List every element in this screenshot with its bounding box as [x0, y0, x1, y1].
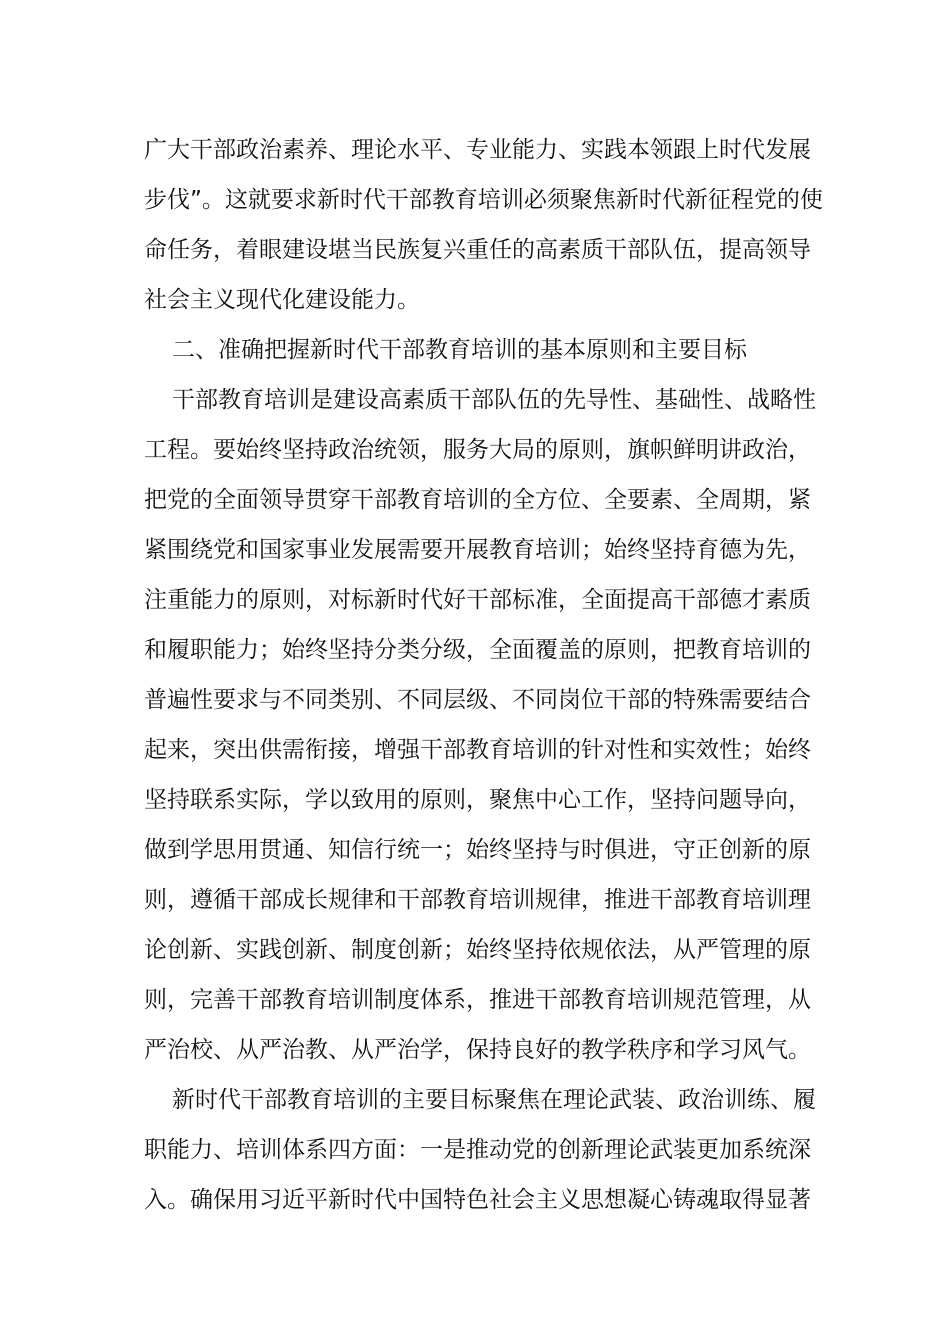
body-text-line: 严治校、从严治教、从严治学，保持良好的教学秩序和学习风气。 — [144, 1037, 811, 1063]
body-text-line: 步伐”。这就要求新时代干部教育培训必须聚焦新时代新征程党的使 — [144, 187, 823, 213]
body-text-line: 广大干部政治素养、理论水平、专业能力、实践本领跟上时代发展 — [144, 137, 811, 163]
body-text-line: 社会主义现代化建设能力。 — [144, 287, 420, 313]
body-text-line: 紧围绕党和国家事业发展需要开展教育培训；始终坚持育德为先， — [144, 537, 811, 563]
body-text-line: 则，完善干部教育培训制度体系，推进干部教育培训规范管理，从 — [144, 987, 811, 1013]
body-text-line: 入。确保用习近平新时代中国特色社会主义思想凝心铸魂取得显著 — [144, 1187, 811, 1213]
body-text-line: 起来，突出供需衔接，增强干部教育培训的针对性和实效性；始终 — [144, 737, 811, 763]
body-text-line: 普遍性要求与不同类别、不同层级、不同岗位干部的特殊需要结合 — [144, 687, 811, 713]
body-text-line: 干部教育培训是建设高素质干部队伍的先导性、基础性、战略性 — [172, 387, 816, 413]
body-text-line: 做到学思用贯通、知信行统一；始终坚持与时俱进，守正创新的原 — [144, 837, 811, 863]
body-text-line: 工程。要始终坚持政治统领，服务大局的原则，旗帜鲜明讲政治， — [144, 437, 811, 463]
body-text-line: 把党的全面领导贯穿干部教育培训的全方位、全要素、全周期，紧 — [144, 487, 811, 513]
body-text-line: 则，遵循干部成长规律和干部教育培训规律，推进干部教育培训理 — [144, 887, 811, 913]
body-text-line: 论创新、实践创新、制度创新；始终坚持依规依法，从严管理的原 — [144, 937, 811, 963]
body-text-line: 新时代干部教育培训的主要目标聚焦在理论武装、政治训练、履 — [172, 1087, 816, 1113]
body-text-line: 命任务，着眼建设堪当民族复兴重任的高素质干部队伍，提高领导 — [144, 237, 811, 263]
section-heading: 二、准确把握新时代干部教育培训的基本原则和主要目标 — [172, 337, 747, 363]
body-text-line: 职能力、培训体系四方面：一是推动党的创新理论武装更加系统深 — [144, 1137, 811, 1163]
body-text-line: 和履职能力；始终坚持分类分级，全面覆盖的原则，把教育培训的 — [144, 637, 811, 663]
body-text-line: 注重能力的原则，对标新时代好干部标准，全面提高干部德才素质 — [144, 587, 811, 613]
body-text-line: 坚持联系实际，学以致用的原则，聚焦中心工作，坚持问题导向， — [144, 787, 811, 813]
